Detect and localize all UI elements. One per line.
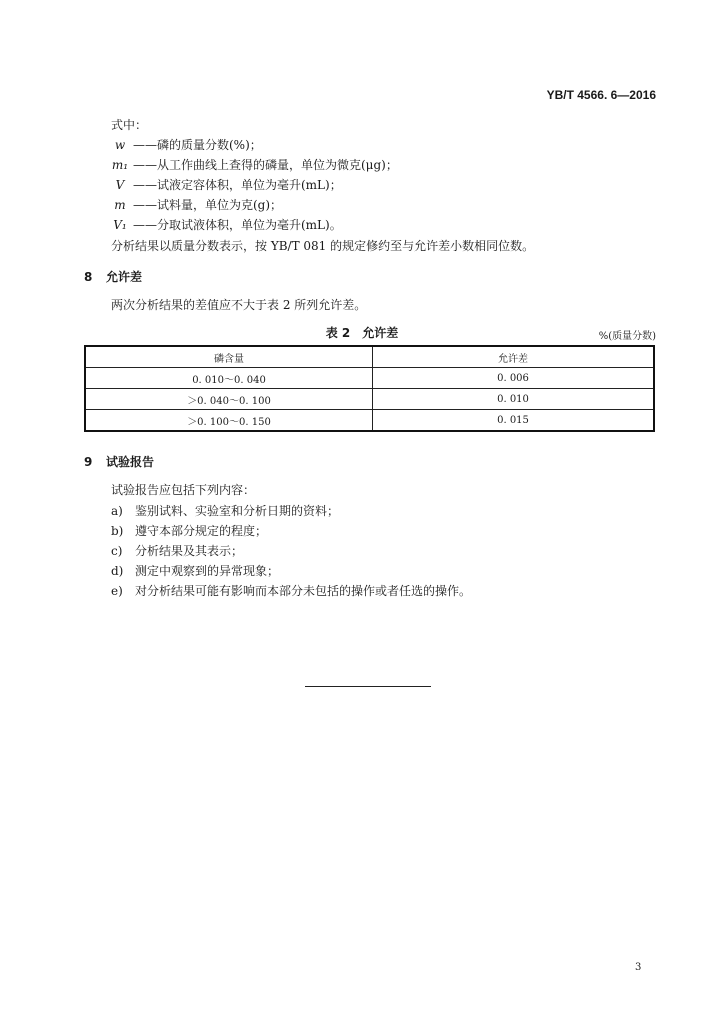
variable-symbol: m	[114, 198, 126, 212]
table-cell: ＞0. 040～0. 100	[85, 389, 373, 410]
list-item-text: 测定中观察到的异常现象；	[135, 564, 280, 578]
list-item	[111, 503, 339, 519]
section-title: 允许差	[106, 270, 143, 284]
table-cell: 0. 010	[373, 389, 655, 410]
list-item-label: b)	[111, 524, 124, 538]
list-item	[111, 583, 471, 599]
tolerance-table	[84, 345, 655, 432]
list-item	[111, 543, 243, 559]
end-of-document-rule	[305, 686, 431, 687]
table-header-row	[85, 346, 654, 368]
table-caption: 表 2 允许差	[325, 326, 399, 340]
variable-symbol: w	[114, 138, 126, 152]
list-item-text: 鉴别试料、实验室和分析日期的资料；	[135, 504, 340, 518]
list-item-label: c)	[111, 544, 123, 558]
variable-description: ——从工作曲线上查得的磷量，单位为微克(μg)；	[133, 158, 398, 172]
list-item-text: 遵守本部分规定的程度；	[135, 524, 268, 538]
list-item-text: 分析结果及其表示；	[135, 544, 244, 558]
list-item	[111, 563, 279, 579]
section-number: 9	[84, 455, 93, 469]
table-cell: 0. 006	[373, 368, 655, 389]
variable-symbol: m₁	[111, 158, 129, 172]
list-item	[111, 523, 267, 539]
section-9-heading	[84, 453, 154, 470]
variable-description: ——试料量，单位为克(g)；	[133, 198, 283, 212]
table-row	[85, 410, 654, 432]
formula-notes-intro: 式中：	[111, 118, 148, 132]
variable-definition	[107, 197, 282, 213]
variable-definition	[107, 217, 342, 233]
section-number: 8	[84, 270, 93, 284]
result-expression-note: 分析结果以质量分数表示，按 YB/T 081 的规定修约至与允许差小数相同位数。	[111, 239, 535, 253]
table-header-cell: 磷含量	[85, 346, 373, 368]
variable-definition	[107, 177, 342, 193]
table-unit: %(质量分数)	[598, 331, 656, 342]
section-8-heading	[84, 268, 142, 285]
table-header-cell: 允许差	[373, 346, 655, 368]
list-item-label: a)	[111, 504, 123, 518]
section-9-intro: 试验报告应包括下列内容：	[111, 483, 256, 497]
variable-definition	[107, 157, 398, 173]
table-row	[85, 389, 654, 410]
variable-symbol: V₁	[113, 218, 127, 232]
table-cell: 0. 010～0. 040	[85, 368, 373, 389]
variable-symbol: V	[115, 178, 125, 192]
section-8-text: 两次分析结果的差值应不大于表 2 所列允许差。	[111, 298, 367, 312]
table-cell: 0. 015	[373, 410, 655, 432]
list-item-label: d)	[111, 564, 124, 578]
list-item-text: 对分析结果可能有影响而本部分未包括的操作或者任选的操作。	[135, 584, 472, 598]
document-code: YB/T 4566. 6—2016	[546, 88, 656, 102]
page-number: 3	[635, 962, 642, 973]
table-row	[85, 368, 654, 389]
variable-description: ——试液定容体积，单位为毫升(mL)；	[133, 178, 342, 192]
section-title: 试验报告	[106, 455, 155, 469]
variable-description: ——磷的质量分数(%)；	[133, 138, 262, 152]
variable-definition	[107, 137, 262, 153]
list-item-label: e)	[111, 584, 123, 598]
variable-description: ——分取试液体积，单位为毫升(mL)。	[133, 218, 342, 232]
table-cell: ＞0. 100～0. 150	[85, 410, 373, 432]
